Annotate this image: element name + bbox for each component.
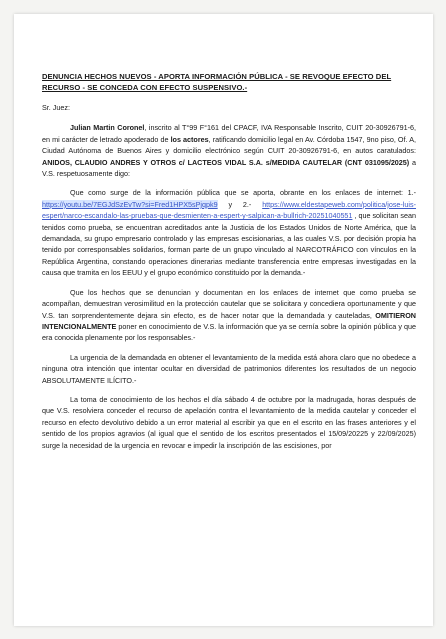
eldestape-link[interactable]: https://www.eldestapeweb.com/politica/jose-luis-espert/narco-escandalo-las-pruebas-que-desmienten-a-espert-y-salpican-a-bullrich-20251040551 [42, 199, 416, 221]
paragraph-facts [42, 287, 416, 344]
intro-text-2: , ratificando domicilio legal en Av. Córdoba 1547, 9no piso, Of. A, Ciudad Autónoma de Buenos Aires y domicilio electrónico según CUIT 20-30926791-6, en autos caratulados: [42, 134, 417, 156]
document-body [42, 72, 416, 455]
document-page [14, 14, 433, 626]
facts-text-2: poner en conocimiento de V.S. la información que ya se cernía sobre la opinión pública y que era conocida plenamente por los responsables.- [42, 321, 416, 343]
omission-caps: OMITIERON INTENCIONALMENTE [42, 310, 416, 331]
document-title: DENUNCIA HECHOS NUEVOS - APORTA INFORMACIÓN PÚBLICA - SE REVOQUE EFECTO DEL RECURSO - SE CONCEDA CON EFECTO SUSPENSIVO.- [42, 72, 392, 92]
paragraph-introduction [42, 122, 416, 179]
evidence-text-1: Que como surge de la información pública que se aporta, obrante en los enlaces de internet: 1.- [70, 188, 416, 198]
paragraph-evidence [42, 187, 416, 278]
intro-text-1: , inscrito al T°99 F°161 del CPACF, IVA Responsable Inscrito, CUIT 20-30926791-6, en mi carácter de letrado apoderado de [42, 123, 416, 144]
attorney-name: Julian Martin Coronel [70, 123, 145, 133]
evidence-text-3: , que solicitan sean tenidos como prueba, se encuentran acreditados ante la Justicia de los Estados Unidos de Norte América, que la demandada, su grupo empresario controlado y las empresas escisionarias, a las cuales V.S. por decisión propia ha tenido por corresponsables solidarios, forman parte de un grupo vinculado al NARCOTRÁFICO con vínculos en la República Argentina, constando operaciones dinerarias mediante transferencia entre empresas investigadas en la causa que tramita en los EEUU y el grupo económico constituido por la demanda.- [42, 211, 416, 278]
paragraph-knowledge: La toma de conocimiento de los hechos el día sábado 4 de octubre por la madrugada, horas después de que V.S. resolviera conceder el recurso de apelación contra el levantamiento de la medida cautelar y conceder el recurso en efecto devolutivo debido a un error material al escribir ya que en el escrito en las frases anteriores y el sentido de los propios agravios (al igual que el sentido de los escritos presentados el 15/09/20225 y 22/09/2025) surge la necesidad de la urgencia en revocar e impedir la inscripción de las escisiones, por [42, 394, 416, 450]
case-caption: ANIDOS, CLAUDIO ANDRES Y OTROS c/ LACTEOS VIDAL S.A. s/MEDIDA CAUTELAR (CNT 031095/2025) [42, 157, 410, 167]
facts-text-1: Que los hechos que se denuncian y documentan en los enlaces de internet que como prueba se acompañan, demuestran verosimilitud en la protección cautelar que se solicitara y concediera oportunamente y que V.S. tan sorprendentemente dejara sin efecto, es de hacer notar que la demandada y cauteladas, [42, 287, 416, 320]
paragraph-urgency: La urgencia de la demandada en obtener el levantamiento de la medida está ahora claro que no obedece a ninguna otra intención que intentar ocultar en diversidad de patrimonios diferentes los resultados de un negocio ABSOLUTAMENTE ILÍCITO.- [42, 352, 416, 385]
greeting: Sr. Juez: [42, 103, 70, 112]
youtube-link[interactable]: https://youtu.be/7EGJdSzEvTw?si=Fred1HPX5sPjqpk9 [42, 199, 218, 209]
evidence-text-2: y 2.- [217, 199, 263, 209]
actors-label: los actores [170, 134, 209, 144]
intro-text-3: a V.S. respetuosamente digo: [42, 157, 416, 179]
